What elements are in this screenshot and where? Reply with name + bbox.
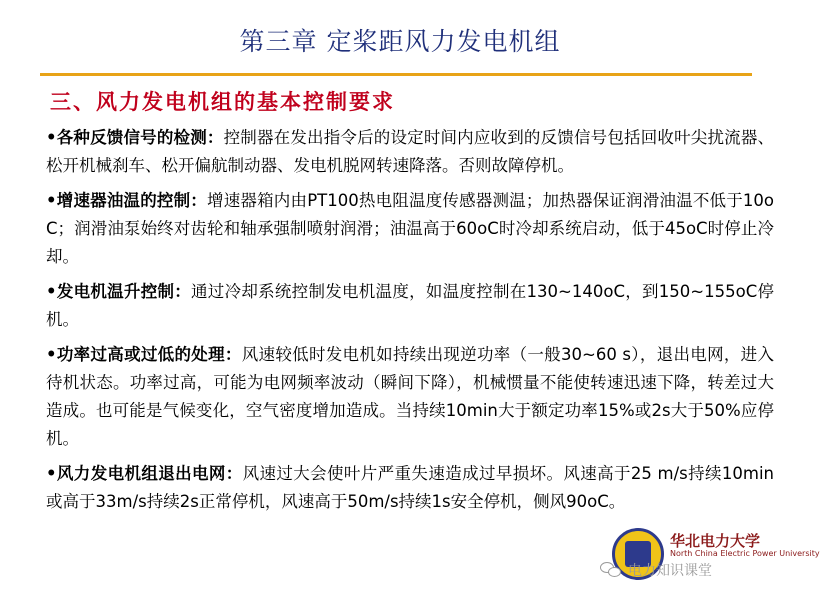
bullet-label: •功率过高或过低的处理：: [46, 345, 242, 364]
bullet-item: [46, 124, 774, 180]
bullet-text: 控制器在发出指令后的设定时间内应收到的反馈信号包括回收叶尖扰流器、松开机械刹车、松开偏航制动器、发电机脱网转速降落。否则故障停机。: [46, 128, 775, 175]
bullet-text: 通过冷却系统控制发电机温度，如温度控制在130~140oC，到150~155oC停机。: [46, 282, 775, 329]
bullet-item: [46, 278, 774, 334]
watermark-text: 电力知识课堂: [628, 563, 712, 579]
bullet-label: •增速器油温的控制：: [46, 191, 208, 210]
university-logo: [600, 524, 820, 594]
bullet-item: [46, 187, 774, 271]
slide-title: 第三章 定桨距风力发电机组: [239, 27, 561, 56]
section-heading: 三、风力发电机组的基本控制要求: [50, 89, 395, 114]
bullet-label: •各种反馈信号的检测：: [46, 128, 224, 147]
title-rule: [40, 73, 752, 76]
bullet-item: [46, 341, 774, 453]
university-name-en: North China Electric Power University: [670, 549, 820, 558]
bullet-label: •风力发电机组退出电网：: [46, 464, 243, 483]
university-name: 华北电力大学: [670, 532, 761, 550]
bullet-item: [46, 460, 774, 516]
bullet-text: 增速器箱内由PT100热电阻温度传感器测温；加热器保证润滑油温不低于10oC；润滑油泵始终对齿轮和轴承强制喷射润滑；油温高于60oC时冷却系统启动，低于45oC时停止冷却。: [46, 191, 774, 266]
bullet-text: 风速过大会使叶片严重失速造成过早损坏。风速高于25 m/s持续10min或高于33m/s持续2s正常停机，风速高于50m/s持续1s安全停机，侧风90oC。: [46, 464, 774, 511]
bullet-label: •发电机温升控制：: [46, 282, 192, 301]
watermark: [600, 560, 712, 580]
bullet-text: 风速较低时发电机如持续出现逆功率（一般30~60 s），退出电网，进入待机状态。功率过高，可能为电网频率波动（瞬间下降），机械惯量不能使转速迅速下降，转差过大造成。也可能是气候变化，空气密度增加造成。当持续10min大于额定功率15%或2s大于50%应停机。: [46, 345, 774, 448]
content-body: [46, 124, 774, 523]
wechat-icon: [600, 562, 622, 578]
